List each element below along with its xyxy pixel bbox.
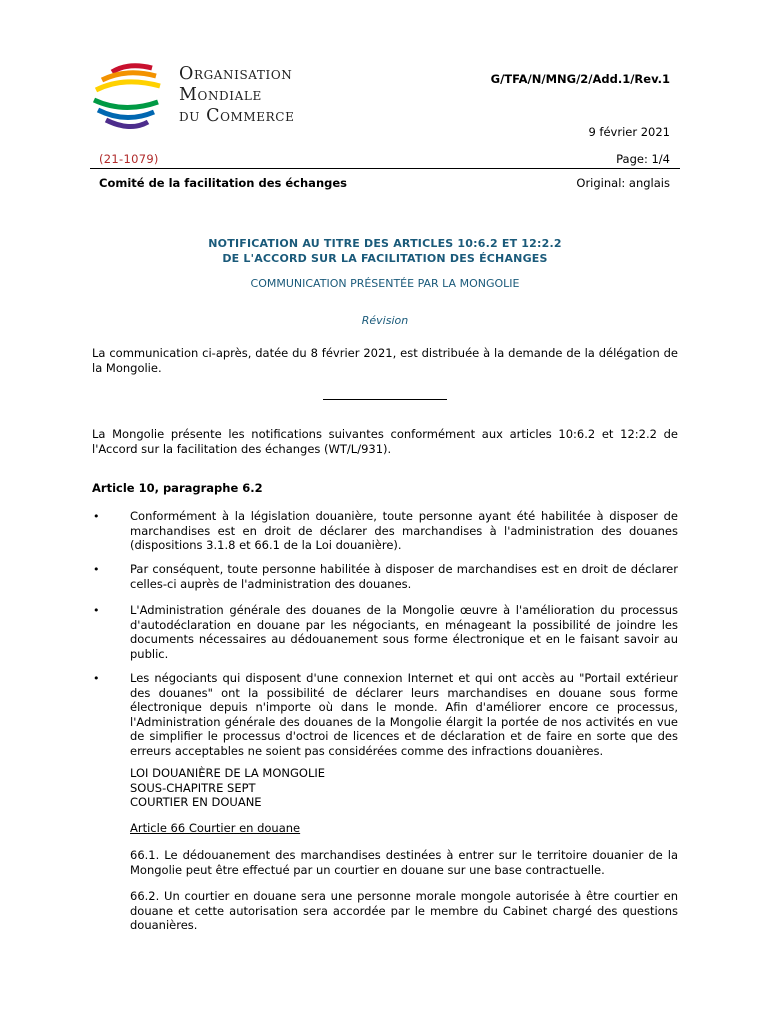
bullet-icon: • bbox=[93, 563, 100, 576]
title-line-2: DE L'ACCORD SUR LA FACILITATION DES ÉCHANGES bbox=[222, 252, 548, 265]
law-title: LOI DOUANIÈRE DE LA MONGOLIE bbox=[130, 766, 326, 780]
article-66-heading: Article 66 Courtier en douane bbox=[130, 821, 301, 835]
bullet-icon: • bbox=[93, 510, 100, 523]
intro-paragraph: La communication ci-après, datée du 8 février 2021, est distribuée à la demande de la délégation de la Mongolie. bbox=[92, 346, 678, 375]
bullet-icon: • bbox=[93, 604, 100, 617]
bullet-icon: • bbox=[93, 672, 100, 685]
header-divider bbox=[90, 168, 680, 169]
revision-label: Révision bbox=[361, 314, 409, 327]
title-line-1: NOTIFICATION AU TITRE DES ARTICLES 10:6.2 ET 12:2.2 bbox=[208, 237, 562, 250]
organization-name bbox=[179, 64, 294, 127]
document-number: (21-1079) bbox=[99, 152, 159, 166]
bullet-item: Les négociants qui disposent d'une connexion Internet et qui ont accès au "Portail extérieur des douanes" ont la possibilité de déclarer leurs marchandises en douane sous forme électronique depuis n'importe où dans le monde. Afin d'améliorer encore ce processus, l'Administration générale des douanes de la Mongolie élargit la portée de nos activités en vue de simplifier le processus d'octroi de licences et de déclaration et de faire en sorte que des erreurs acceptables ne soient pas considérées comme des infractions douanières. bbox=[130, 671, 678, 758]
org-line-1: Organisation bbox=[179, 64, 293, 84]
page-number: Page: 1/4 bbox=[616, 152, 670, 166]
paragraph-66-1: 66.1. Le dédouanement des marchandises destinées à entrer sur le territoire douanier de la Mongolie peut être effectué par un courtier en douane sur une base contractuelle. bbox=[130, 848, 678, 877]
document-symbol: G/TFA/N/MNG/2/Add.1/Rev.1 bbox=[490, 72, 670, 86]
original-language: Original: anglais bbox=[576, 176, 670, 190]
notification-paragraph: La Mongolie présente les notifications suivantes conformément aux articles 10:6.2 et 12:2.2 de l'Accord sur la facilitation des échanges (WT/L/931). bbox=[92, 427, 678, 456]
document-date: 9 février 2021 bbox=[588, 125, 670, 139]
paragraph-66-2: 66.2. Un courtier en douane sera une personne morale mongole autorisée à être courtier en douane et cette autorisation sera accordée par le membre du Cabinet chargé des questions douanières. bbox=[130, 889, 678, 933]
law-heading bbox=[130, 766, 678, 810]
bullet-item: Par conséquent, toute personne habilitée à disposer de marchandises est en droit de déclarer celles-ci auprès de l'administration des douanes. bbox=[130, 562, 678, 591]
wto-emblem-icon bbox=[90, 58, 180, 138]
section-heading: Article 10, paragraphe 6.2 bbox=[92, 481, 263, 495]
communication-subtitle: COMMUNICATION PRÉSENTÉE PAR LA MONGOLIE bbox=[250, 277, 520, 290]
org-line-2: Mondiale bbox=[179, 85, 262, 105]
separator-line bbox=[323, 399, 447, 400]
bullet-item: Conformément à la législation douanière, toute personne ayant été habilitée à disposer de marchandises est en droit de déclarer des marchandises à l'administration des douanes (dispositions 3.1.8 et 66.1 de la Loi douanière). bbox=[130, 509, 678, 553]
document-title bbox=[90, 236, 680, 266]
bullet-item: L'Administration générale des douanes de la Mongolie œuvre à l'amélioration du processus d'autodéclaration en douane par les négociants, en ménageant la possibilité de joindre les documents nécessaires au dédouanement sous forme électronique et en le faisant savoir au public. bbox=[130, 603, 678, 661]
law-subchapter: SOUS-CHAPITRE SEPT bbox=[130, 780, 256, 795]
committee-name: Comité de la facilitation des échanges bbox=[99, 176, 348, 190]
org-line-3: du Commerce bbox=[179, 106, 295, 126]
law-section: COURTIER EN DOUANE bbox=[130, 795, 262, 810]
